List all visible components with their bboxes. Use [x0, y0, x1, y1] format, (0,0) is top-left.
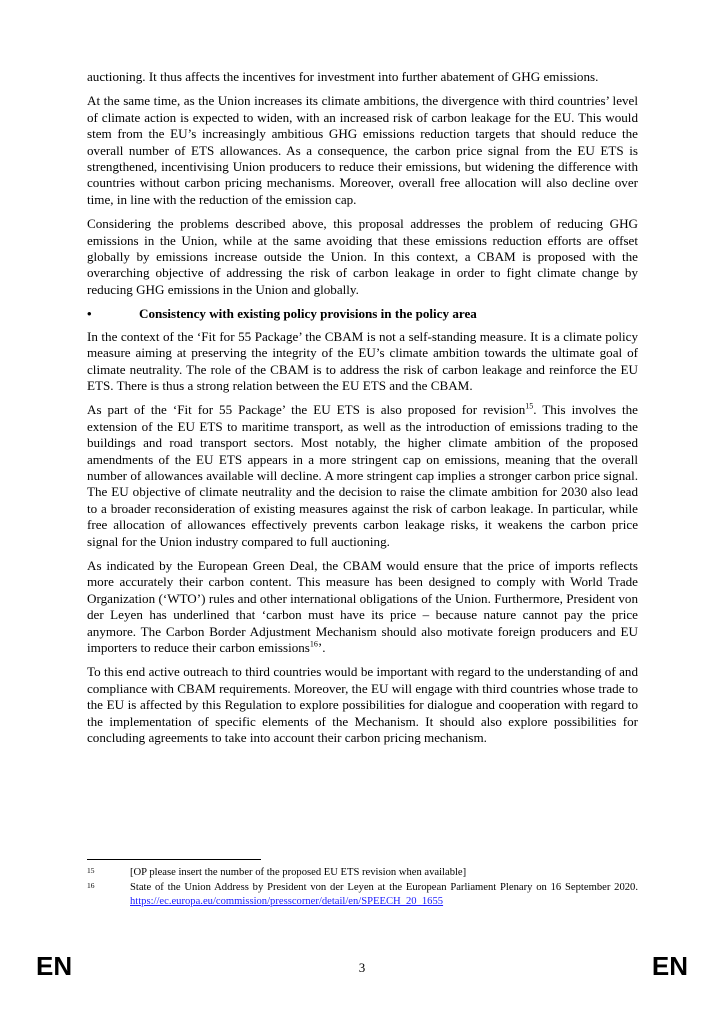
bullet: •: [87, 306, 92, 322]
paragraph-text: As indicated by the European Green Deal, the CBAM would ensure that the price of imports reflects more accurately their carbon content. This measure has been designed to comply with World Trade Organization (‘WTO’) rules and other international obligations of the Union. Furthermore, President von der Leyen has underlined that ‘carbon must have its price – because nature cannot pay the price anymore. The Carbon Border Adjustment Mechanism should also motivate foreign producers and EU importers to reduce their carbon emissions: [87, 557, 638, 655]
footnote-text: [130, 881, 638, 909]
paragraph-text: . This involves the extension of the EU ETS to maritime transport, as well as the introduction of emissions trading to the buildings and road transport sectors. Most notably, the higher climate ambition of the proposed amendments of the EU ETS appears in a more stringent cap on emissions, meaning that the overall number of allowances available will decline. A more stringent cap implies a stronger carbon price signal. The EU objective of climate neutrality and the decision to raise the climate ambition for 2030 also lead to a broader reconsideration of existing measures against the risk of carbon leakage. In particular, while free allocation of allowances effectively prevents carbon leakage risks, it weakens the carbon price signal for the Union industry compared to full auctioning.: [87, 402, 638, 549]
paragraph: [87, 558, 638, 656]
language-code-left: EN: [36, 951, 73, 981]
paragraph: To this end active outreach to third countries would be important with regard to the understanding of and compliance with CBAM requirements. Moreover, the EU will engage with third countries whose trade to the EU is affected by this Regulation to explore possibilities for dialogue and cooperation with regard to the implementation of specific elements of the Mechanism. It should also explore possibilities for concluding agreements to take into account their carbon pricing mechanism.: [87, 664, 638, 746]
paragraph: In the context of the ‘Fit for 55 Package’ the CBAM is not a self-standing measure. It is a climate policy measure aiming at preserving the integrity of the EU’s climate ambition towards the ultimate goal of climate neutrality. The role of the CBAM is to address the risk of carbon leakage and reinforce the EU ETS. There is thus a strong relation between the EU ETS and the CBAM.: [87, 328, 638, 393]
section-heading: [87, 306, 638, 322]
footnotes: [87, 866, 638, 910]
footnote-text: [OP please insert the number of the proposed EU ETS revision when available]: [130, 867, 467, 878]
paragraph: At the same time, as the Union increases its climate ambitions, the divergence with third countries’ level of climate action is expected to widen, with an increased risk of carbon leakage for the EU. This would stem from the EU’s increasingly ambitious GHG emissions reduction targets that should reduce the overall number of ETS allowances. As a consequence, the carbon price signal from the EU ETS is strengthened, incentivising Union producers to reduce their emissions, but widening the difference with countries without carbon pricing mechanisms. Moreover, overall free allocation will also decline over time, in line with the reduction of the emission cap.: [87, 93, 638, 207]
footnote: [87, 881, 638, 909]
paragraph-text: As part of the ‘Fit for 55 Package’ the EU ETS is also proposed for revision: [87, 402, 526, 418]
footnote-ref[interactable]: 15: [525, 401, 534, 411]
section-heading-text: Consistency with existing policy provisions in the policy area: [139, 306, 477, 322]
footnote: [87, 866, 638, 880]
paragraph-text: ’.: [317, 640, 326, 655]
language-code-right: EN: [651, 951, 688, 981]
paragraph: Considering the problems described above, this proposal addresses the problem of reducing GHG emissions in the Union, while at the same avoiding that these emissions reduction efforts are offset globally by emissions increase outside the Union. In this context, a CBAM is proposed with the overarching objective of addressing the risk of carbon leakage in order to fight climate change by reducing GHG emissions in the Union and globally.: [87, 216, 638, 297]
page-number: 3: [358, 960, 366, 975]
paragraph: auctioning. It thus affects the incentives for investment into further abatement of GHG emissions.: [87, 69, 599, 84]
footnote-number: 15: [87, 866, 95, 875]
paragraph: [87, 402, 638, 550]
footnote-number: 16: [87, 881, 95, 890]
footnote-separator: [87, 859, 261, 860]
body-text: [87, 69, 638, 754]
footnote-link[interactable]: https://ec.europa.eu/commission/presscorner/detail/en/SPEECH_20_1655: [130, 896, 444, 907]
footnote-ref[interactable]: 16: [309, 639, 318, 649]
footnote-text-body: State of the Union Address by President von der Leyen at the European Parliament Plenary on 16 September 2020.: [130, 882, 638, 893]
